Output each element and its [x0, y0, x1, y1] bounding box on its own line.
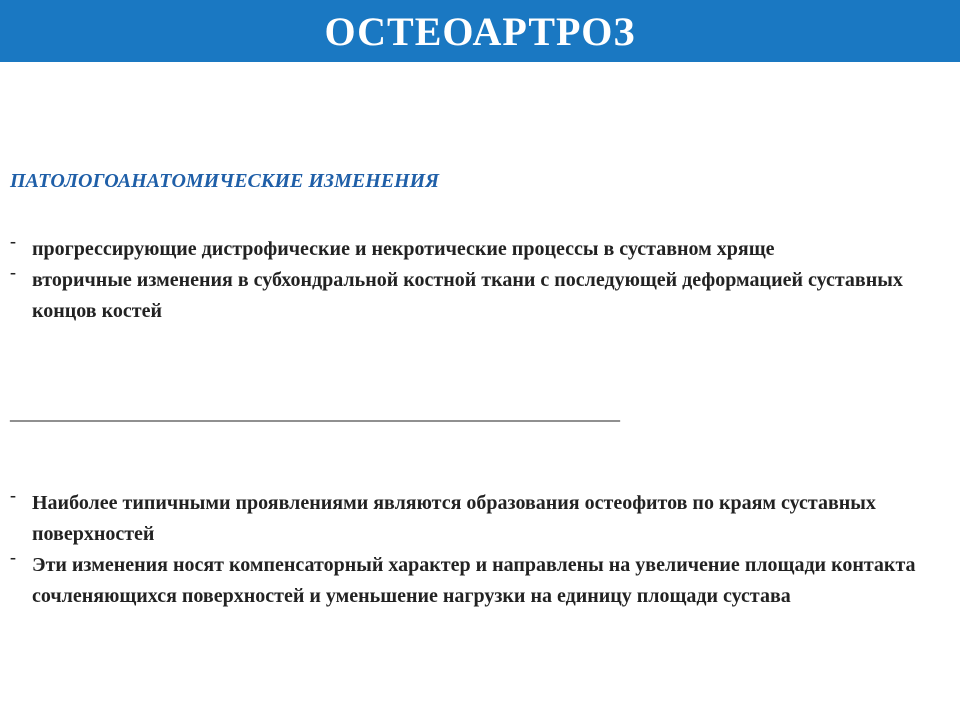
bullet-dash-icon: -: [10, 485, 16, 505]
title-bar: [0, 0, 960, 62]
page-title: ОСТЕОАРТРОЗ: [324, 8, 636, 54]
pathology-changes-list: [10, 231, 950, 327]
section-heading: ПАТОЛОГОАНАТОМИЧЕСКИЕ ИЗМЕНЕНИЯ: [10, 170, 439, 192]
list-item: [10, 547, 950, 612]
manifestations-list: [10, 485, 950, 612]
list-item-text: прогрессирующие дистрофические и некротические процессы в суставном хряще: [32, 238, 775, 260]
list-item-text: вторичные изменения в субхондральной костной ткани с последующей деформацией суставных концов костей: [32, 269, 903, 322]
separator-line: _____________________________________________________________: [10, 402, 620, 424]
bullet-dash-icon: -: [10, 231, 16, 251]
bullet-dash-icon: -: [10, 262, 16, 282]
list-item: [10, 231, 950, 265]
bullet-dash-icon: -: [10, 547, 16, 567]
list-item: [10, 485, 950, 550]
list-item-text: Наиболее типичными проявлениями являются образования остеофитов по краям суставных поверхностей: [32, 492, 876, 545]
list-item-text: Эти изменения носят компенсаторный характер и направлены на увеличение площади контакта сочленяющихся поверхностей и уменьшение нагрузки на единицу площади сустава: [32, 554, 916, 607]
list-item: [10, 262, 950, 327]
